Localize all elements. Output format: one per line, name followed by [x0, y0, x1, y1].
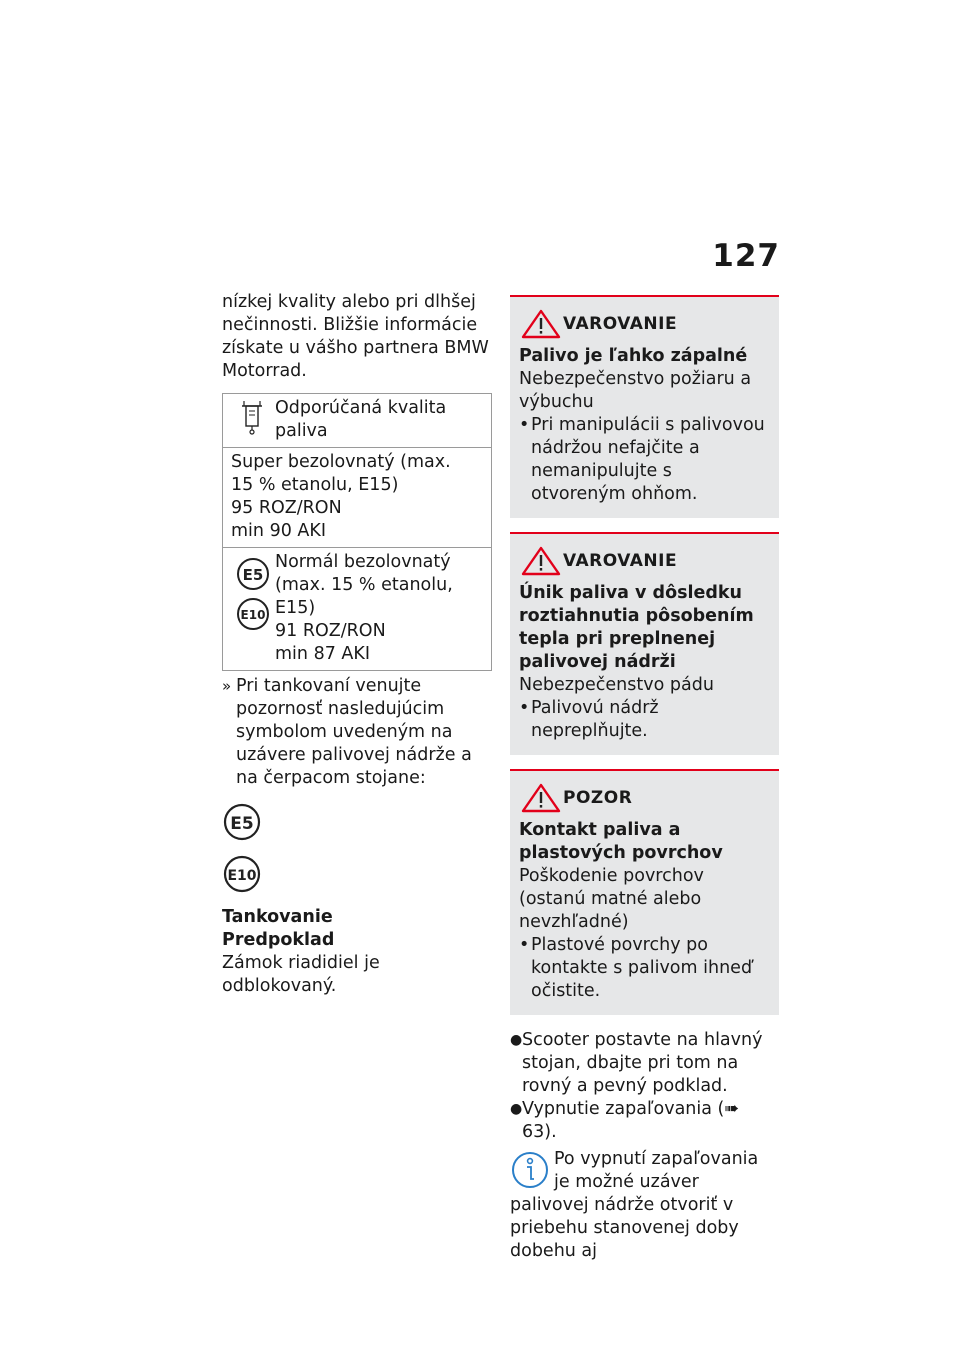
- fuel-row-super-line: 95 ROZ/RON: [231, 498, 342, 518]
- step-bullet: ●: [510, 1101, 523, 1117]
- fuel-row-normal-line: E15): [275, 598, 316, 618]
- bullet: •: [519, 698, 530, 718]
- subsection-title: Predpoklad: [222, 930, 335, 950]
- instruction-item: [222, 675, 492, 790]
- fuel-row-normal: [223, 547, 491, 670]
- right-column: [510, 295, 779, 1263]
- instruction-marker: »: [222, 677, 232, 695]
- bullet: •: [519, 415, 530, 435]
- prerequisite-text: Zámok riadidiel je odblokovaný.: [222, 953, 380, 996]
- step-bullet: ●: [510, 1032, 523, 1048]
- warning-hazard: Nebezpečenstvo pádu: [519, 675, 714, 695]
- left-column: [222, 291, 492, 998]
- e10-fuel-icon: [234, 597, 272, 631]
- warning-hazard: Poškodenie povrchov (ostanú matné alebo nevzhľadné): [519, 866, 704, 932]
- fuel-table-header-text: Odporúčaná kvalita paliva: [275, 398, 447, 441]
- warning-box: [510, 295, 779, 518]
- warning-title: Palivo je ľahko zápalné: [519, 346, 748, 366]
- info-note: [510, 1148, 779, 1263]
- page-number: 127: [712, 238, 780, 274]
- fuel-quality-table: [222, 393, 492, 671]
- fuel-row-normal-line: min 87 AKI: [275, 644, 371, 664]
- step-text: Scooter postavte na hlavný stojan, dbajte pri tom na rovný a pevný podklad.: [522, 1030, 763, 1096]
- svg-text:E5: E5: [230, 814, 254, 834]
- step-item: [510, 1098, 779, 1144]
- step-text: Vypnutie zapaľovania (➠ 63).: [522, 1099, 740, 1142]
- warning-triangle-icon: [519, 783, 563, 813]
- svg-text:E10: E10: [240, 608, 266, 622]
- fuel-row-super: [223, 447, 491, 547]
- warning-box: [510, 532, 779, 755]
- fuel-row-normal-line: 91 ROZ/RON: [275, 621, 386, 641]
- fuel-pump-icon: [231, 397, 275, 443]
- instruction-text: Pri tankovaní venujte pozornosť nasledujúcim symbolom uvedeným na uzávere palivovej nádrže a na čerpacom stojane:: [236, 676, 472, 788]
- warning-action: Palivovú nádrž nepreplňujte.: [531, 698, 659, 741]
- e5-fuel-icon: [234, 557, 272, 591]
- warning-action: Plastové povrchy po kontakte s palivom ihneď očistite.: [531, 935, 753, 1001]
- svg-text:E10: E10: [227, 868, 257, 884]
- section-title: Tankovanie: [222, 907, 333, 927]
- fuel-symbols: [222, 802, 492, 894]
- bullet: •: [519, 935, 530, 955]
- warning-hazard: Nebezpečenstvo požiaru a výbuchu: [519, 369, 752, 412]
- intro-text: nízkej kvality alebo pri dlhšej nečinnosti. Bližšie informácie získate u vášho partnera BMW Motorrad.: [222, 292, 489, 381]
- e10-fuel-icon: [222, 854, 266, 894]
- warning-triangle-icon: [519, 309, 563, 339]
- warning-title: Kontakt paliva a plastových povrchov: [519, 820, 723, 863]
- info-text: Po vypnutí zapaľovania je možné uzáver palivovej nádrže otvoriť v priebehu stanovenej doby dobehu aj: [510, 1149, 759, 1261]
- warning-level: VAROVANIE: [563, 313, 678, 334]
- warning-level: VAROVANIE: [563, 550, 678, 571]
- warning-title: Únik paliva v dôsledku roztiahnutia pôsobením tepla pri preplnenej palivovej nádrži: [519, 583, 754, 672]
- warning-action: Pri manipulácii s palivovou nádržou nefajčite a nemanipulujte s otvoreným ohňom.: [531, 415, 765, 504]
- fuel-row-normal-line: Normál bezolovnatý: [275, 552, 451, 572]
- e5-fuel-icon: [222, 802, 266, 842]
- fuel-row-super-line: Super bezolovnatý (max.: [231, 452, 451, 472]
- info-icon: [510, 1150, 550, 1190]
- fuel-row-normal-line: (max. 15 % etanolu,: [275, 575, 453, 595]
- fuel-table-header: [223, 394, 491, 447]
- warning-level: POZOR: [563, 787, 633, 808]
- fuel-row-super-line: 15 % etanolu, E15): [231, 475, 399, 495]
- caution-box: [510, 769, 779, 1015]
- warning-triangle-icon: [519, 546, 563, 576]
- fuel-row-super-line: min 90 AKI: [231, 521, 327, 541]
- step-item: [510, 1029, 779, 1098]
- svg-text:E5: E5: [242, 566, 264, 584]
